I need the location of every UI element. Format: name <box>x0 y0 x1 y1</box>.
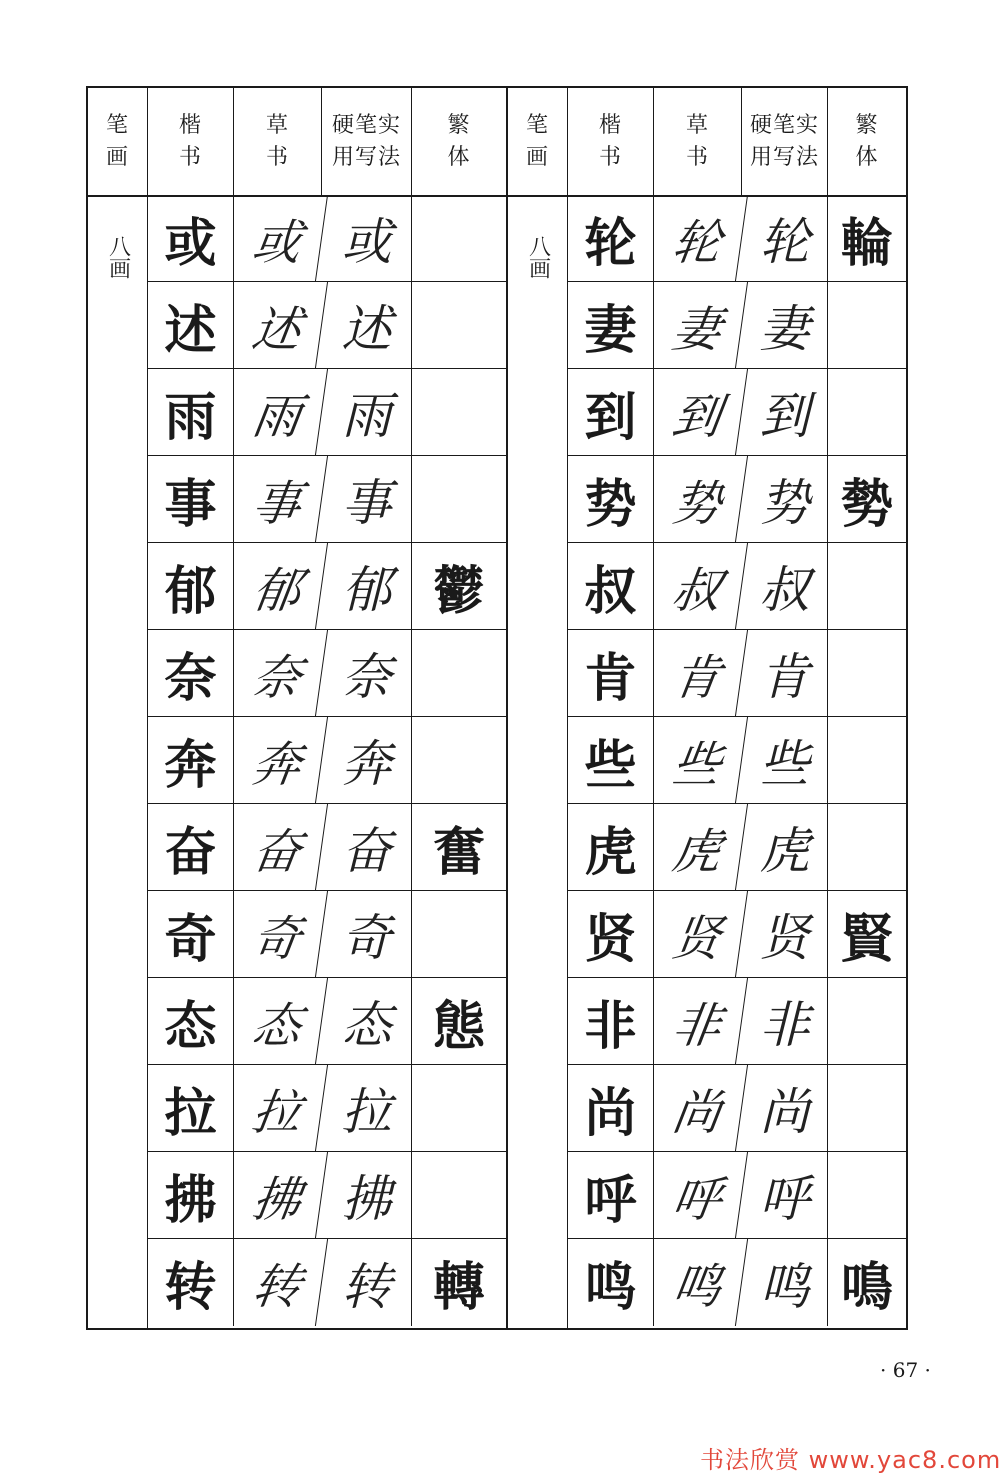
caoshu-cell: 贤 <box>648 891 748 977</box>
traditional-cell <box>412 195 506 281</box>
caoshu-cell: 奈 <box>228 630 328 716</box>
kaishu-cell: 轮 <box>568 195 654 281</box>
caoshu-cell: 呼 <box>648 1152 748 1238</box>
traditional-cell <box>828 630 906 716</box>
header-caoshu <box>654 88 742 195</box>
traditional-cell <box>828 543 906 629</box>
character-row <box>568 1065 906 1152</box>
hard-pen-cell: 郁 <box>322 543 412 629</box>
hard-pen-cell: 肯 <box>742 630 828 716</box>
hard-pen-cell: 妻 <box>742 282 828 368</box>
traditional-cell <box>828 717 906 803</box>
caoshu-cell: 轮 <box>648 195 748 281</box>
character-row <box>568 282 906 369</box>
traditional-cell: 態 <box>432 995 485 1057</box>
kaishu-cell: 奇 <box>148 891 234 977</box>
right-header-row <box>508 88 906 197</box>
character-row <box>568 369 906 456</box>
caoshu-cell: 态 <box>228 978 328 1064</box>
stroke-count-label: 八画 <box>525 235 551 279</box>
traditional-cell: 轉 <box>432 1257 485 1318</box>
hard-pen-cell: 拉 <box>322 1065 412 1151</box>
kaishu-cell: 呼 <box>568 1152 654 1238</box>
character-row <box>148 1065 506 1152</box>
caoshu-cell: 奋 <box>228 804 328 890</box>
character-row <box>568 1152 906 1239</box>
hard-pen-cell: 或 <box>322 195 412 281</box>
header-text: 繁 <box>447 112 471 138</box>
header-hard-pen <box>322 88 412 195</box>
header-stroke-count <box>88 88 148 195</box>
caoshu-cell: 或 <box>228 195 328 281</box>
hard-pen-cell: 雨 <box>322 369 412 455</box>
caoshu-cell: 肯 <box>648 630 748 716</box>
hard-pen-cell: 非 <box>742 978 828 1064</box>
kaishu-cell: 态 <box>148 978 234 1064</box>
caoshu-cell: 妻 <box>648 282 748 368</box>
kaishu-cell: 拂 <box>148 1152 234 1238</box>
caoshu-cell: 奇 <box>228 891 328 977</box>
header-text: 繁 <box>855 112 879 138</box>
hard-pen-cell: 尚 <box>742 1065 828 1151</box>
caoshu-cell: 郁 <box>228 543 328 629</box>
character-row <box>568 195 906 282</box>
traditional-cell: 奮 <box>432 821 485 883</box>
kaishu-cell: 雨 <box>148 369 234 455</box>
character-row <box>148 891 506 978</box>
character-row <box>148 804 506 891</box>
calligraphy-table <box>86 86 908 1330</box>
header-text: 楷 <box>598 112 622 138</box>
header-text: 硬笔实 <box>331 112 401 138</box>
hard-pen-cell: 鸣 <box>742 1239 828 1326</box>
caoshu-cell: 鸣 <box>648 1239 748 1326</box>
left-stroke-column <box>88 195 148 1328</box>
traditional-cell <box>412 282 506 368</box>
kaishu-cell: 或 <box>148 195 234 281</box>
traditional-cell <box>412 1152 506 1238</box>
traditional-cell <box>828 282 906 368</box>
header-text: 楷 <box>178 112 202 138</box>
traditional-cell <box>828 369 906 455</box>
caoshu-cell: 叔 <box>648 543 748 629</box>
kaishu-cell: 鸣 <box>568 1239 654 1326</box>
header-traditional <box>828 88 906 195</box>
traditional-cell <box>412 1065 506 1151</box>
character-row <box>568 978 906 1065</box>
header-kaishu <box>148 88 234 195</box>
header-text: 笔 <box>105 112 129 138</box>
hard-pen-cell: 贤 <box>742 891 828 977</box>
right-table <box>506 86 908 1330</box>
character-row <box>148 456 506 543</box>
traditional-cell <box>828 804 906 890</box>
caoshu-cell: 拉 <box>228 1065 328 1151</box>
header-kaishu <box>568 88 654 195</box>
caoshu-cell: 拂 <box>228 1152 328 1238</box>
hard-pen-cell: 到 <box>742 369 828 455</box>
header-text: 笔 <box>525 112 549 138</box>
character-row <box>148 195 506 282</box>
caoshu-cell: 述 <box>228 282 328 368</box>
hard-pen-cell: 奈 <box>322 630 412 716</box>
header-traditional <box>412 88 506 195</box>
header-text: 画 <box>525 144 549 170</box>
hard-pen-cell: 轮 <box>742 195 828 281</box>
kaishu-cell: 肯 <box>568 630 654 716</box>
traditional-cell: 鳴 <box>840 1257 893 1318</box>
header-text: 书 <box>685 144 709 170</box>
hard-pen-cell: 事 <box>322 456 412 542</box>
character-row <box>148 369 506 456</box>
caoshu-cell: 势 <box>648 456 748 542</box>
hard-pen-cell: 拂 <box>322 1152 412 1238</box>
character-row <box>148 630 506 717</box>
kaishu-cell: 奋 <box>148 804 234 890</box>
kaishu-cell: 叔 <box>568 543 654 629</box>
traditional-cell: 鬱 <box>432 560 485 622</box>
kaishu-cell: 到 <box>568 369 654 455</box>
header-text: 画 <box>105 144 129 170</box>
character-row <box>148 717 506 804</box>
traditional-cell <box>412 369 506 455</box>
left-header-row <box>88 88 506 197</box>
character-row <box>148 543 506 630</box>
kaishu-cell: 势 <box>568 456 654 542</box>
left-table <box>86 86 508 1330</box>
traditional-cell <box>412 630 506 716</box>
header-text: 书 <box>598 144 622 170</box>
header-text: 硬笔实 <box>749 112 819 138</box>
kaishu-cell: 尚 <box>568 1065 654 1151</box>
right-stroke-column <box>508 195 568 1328</box>
header-text: 书 <box>265 144 289 170</box>
header-text: 体 <box>447 144 471 170</box>
hard-pen-cell: 奇 <box>322 891 412 977</box>
kaishu-cell: 事 <box>148 456 234 542</box>
character-row <box>148 282 506 369</box>
character-row <box>568 804 906 891</box>
character-row <box>148 1152 506 1239</box>
header-text: 用写法 <box>331 144 401 170</box>
caoshu-cell: 尚 <box>648 1065 748 1151</box>
hard-pen-cell: 呼 <box>742 1152 828 1238</box>
caoshu-cell: 转 <box>228 1239 328 1326</box>
caoshu-cell: 奔 <box>228 717 328 803</box>
character-row <box>568 1239 906 1326</box>
traditional-cell <box>828 1065 906 1151</box>
header-caoshu <box>234 88 322 195</box>
character-row <box>568 456 906 543</box>
caoshu-cell: 到 <box>648 369 748 455</box>
character-row <box>148 1239 506 1326</box>
kaishu-cell: 妻 <box>568 282 654 368</box>
kaishu-cell: 拉 <box>148 1065 234 1151</box>
hard-pen-cell: 述 <box>322 282 412 368</box>
kaishu-cell: 转 <box>148 1239 234 1326</box>
hard-pen-cell: 些 <box>742 717 828 803</box>
traditional-cell: 輪 <box>840 212 893 274</box>
character-row <box>568 630 906 717</box>
hard-pen-cell: 奋 <box>322 804 412 890</box>
traditional-cell: 勢 <box>840 473 893 535</box>
caoshu-cell: 非 <box>648 978 748 1064</box>
hard-pen-cell: 势 <box>742 456 828 542</box>
caoshu-cell: 雨 <box>228 369 328 455</box>
page-number: · 67 · <box>880 1358 931 1382</box>
traditional-cell <box>412 717 506 803</box>
hard-pen-cell: 态 <box>322 978 412 1064</box>
kaishu-cell: 虎 <box>568 804 654 890</box>
header-text: 用写法 <box>749 144 819 170</box>
caoshu-cell: 事 <box>228 456 328 542</box>
site-watermark: 书法欣赏 www.yac8.com <box>700 1446 1002 1474</box>
traditional-cell <box>412 891 506 977</box>
header-hard-pen <box>742 88 828 195</box>
kaishu-cell: 贤 <box>568 891 654 977</box>
hard-pen-cell: 转 <box>322 1239 412 1326</box>
character-row <box>568 891 906 978</box>
hard-pen-cell: 叔 <box>742 543 828 629</box>
kaishu-cell: 奔 <box>148 717 234 803</box>
kaishu-cell: 些 <box>568 717 654 803</box>
header-text: 草 <box>265 112 289 138</box>
kaishu-cell: 郁 <box>148 543 234 629</box>
stroke-count-label: 八画 <box>105 235 131 279</box>
caoshu-cell: 些 <box>648 717 748 803</box>
left-rows <box>148 195 506 1326</box>
header-stroke-count <box>508 88 568 195</box>
traditional-cell <box>828 978 906 1064</box>
traditional-cell <box>412 456 506 542</box>
header-text: 书 <box>178 144 202 170</box>
hard-pen-cell: 奔 <box>322 717 412 803</box>
character-row <box>148 978 506 1065</box>
kaishu-cell: 述 <box>148 282 234 368</box>
traditional-cell <box>828 1152 906 1238</box>
right-rows <box>568 195 906 1326</box>
character-row <box>568 543 906 630</box>
traditional-cell: 賢 <box>840 908 893 970</box>
header-text: 体 <box>855 144 879 170</box>
header-text: 草 <box>685 112 709 138</box>
caoshu-cell: 虎 <box>648 804 748 890</box>
kaishu-cell: 非 <box>568 978 654 1064</box>
kaishu-cell: 奈 <box>148 630 234 716</box>
character-row <box>568 717 906 804</box>
hard-pen-cell: 虎 <box>742 804 828 890</box>
